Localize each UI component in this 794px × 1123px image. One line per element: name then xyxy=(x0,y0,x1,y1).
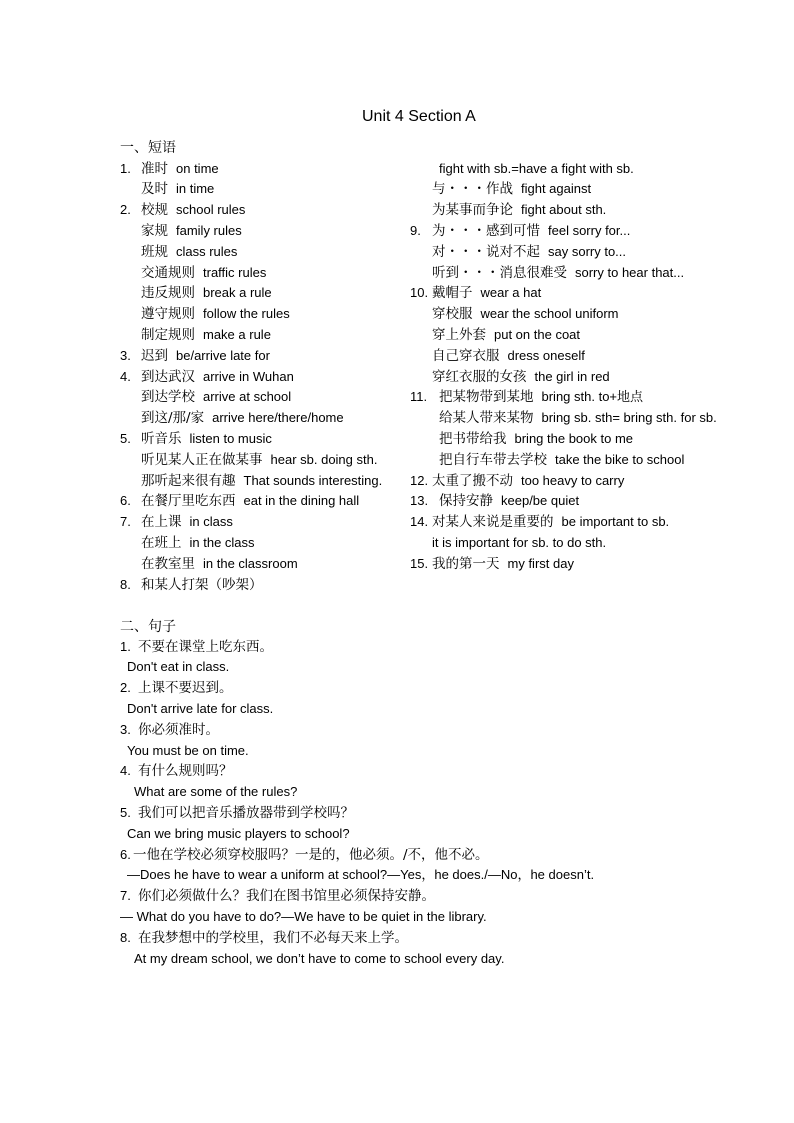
phrase-row xyxy=(120,283,382,304)
phrase-english: That sounds interesting. xyxy=(243,472,383,488)
phrase-english: make a rule xyxy=(203,326,271,342)
phrase-english: too heavy to carry xyxy=(521,472,625,488)
phrase-number: 9. xyxy=(410,222,421,238)
phrase-english: put on the coat xyxy=(494,326,581,342)
phrase-chinese: 穿校服 xyxy=(432,306,473,323)
phrase-english: it is important for sb. to do sth. xyxy=(432,534,607,550)
phrase-number: 3. xyxy=(120,347,131,363)
phrase-chinese: 迟到 xyxy=(141,347,168,364)
phrase-english: fight about sth. xyxy=(521,202,607,218)
phrase-chinese: 把书带给我 xyxy=(439,430,507,447)
sentence-english-row xyxy=(120,657,594,678)
section-heading-phrases: 一、短语 xyxy=(120,139,176,156)
phrase-row xyxy=(410,179,717,200)
phrase-row xyxy=(410,263,717,284)
phrase-english: fight against xyxy=(521,181,592,197)
phrase-row xyxy=(120,304,382,325)
phrase-chinese: 为某事而争论 xyxy=(432,202,513,219)
phrase-chinese: 和某人打架（吵架） xyxy=(141,576,263,593)
phrase-row xyxy=(410,242,717,263)
sentence-chinese-row xyxy=(120,928,594,949)
phrase-row xyxy=(120,200,382,221)
phrase-row xyxy=(410,221,717,242)
phrase-chinese: 到这/那/家 xyxy=(141,410,205,427)
sentence-number: 6. xyxy=(120,846,131,862)
sentence-number: 5. xyxy=(120,804,131,820)
phrase-english: arrive at school xyxy=(203,389,292,405)
phrase-english: wear a hat xyxy=(480,285,542,301)
phrase-english: in time xyxy=(176,181,215,197)
phrase-english: in class xyxy=(189,514,233,530)
phrase-english: arrive in Wuhan xyxy=(203,368,294,384)
phrase-english: be/arrive late for xyxy=(176,347,270,363)
phrase-chinese: 为・・・感到可惜 xyxy=(432,222,540,239)
phrase-number: 13. xyxy=(410,493,429,509)
phrase-number: 12. xyxy=(410,472,429,488)
phrase-row xyxy=(120,263,382,284)
phrase-english: eat in the dining hall xyxy=(243,493,360,509)
phrase-chinese: 穿上外套 xyxy=(432,326,486,343)
phrase-english: say sorry to... xyxy=(548,243,627,259)
sentence-english: — What do you have to do?—We have to be quiet in the library. xyxy=(120,908,487,924)
sentence-chinese: 你们必须做什么？我们在图书馆里必须保持安静。 xyxy=(138,888,435,905)
sentence-chinese-row xyxy=(120,720,594,741)
phrase-english: in the class xyxy=(189,534,255,550)
sentence-english: At my dream school, we don’t have to come to school every day. xyxy=(134,950,505,966)
phrase-chinese: 听到・・・消息很难受 xyxy=(432,264,567,281)
phrase-chinese: 在上课 xyxy=(141,514,182,531)
sentence-english-row xyxy=(120,741,594,762)
sentence-english-row xyxy=(120,865,594,886)
phrase-english: fight with sb.=have a fight with sb. xyxy=(439,160,634,176)
phrase-chinese: 自己穿衣服 xyxy=(432,347,500,364)
sentence-chinese: 不要在课堂上吃东西。 xyxy=(138,638,273,655)
phrase-row xyxy=(410,512,717,533)
phrase-english: keep/be quiet xyxy=(501,493,580,509)
phrase-column-right xyxy=(410,159,717,575)
page-title: Unit 4 Section A xyxy=(362,108,476,125)
phrase-chinese: 班规 xyxy=(141,243,168,260)
phrase-chinese: 违反规则 xyxy=(141,285,195,302)
sentence-english-row xyxy=(120,824,594,845)
phrase-chinese: 对某人来说是重要的 xyxy=(432,514,554,531)
phrase-row xyxy=(120,533,382,554)
phrase-english: arrive here/there/home xyxy=(212,410,344,426)
phrase-english: hear sb. doing sth. xyxy=(270,451,378,467)
sentence-chinese: 一他在学校必须穿校服吗？一是的，他必须。/不，他不必。 xyxy=(133,846,489,863)
phrase-english: school rules xyxy=(176,202,246,218)
phrase-row xyxy=(410,450,717,471)
phrase-chinese: 与・・・作战 xyxy=(432,181,513,198)
phrase-english: take the bike to school xyxy=(555,451,685,467)
phrase-english: be important to sb. xyxy=(561,514,670,530)
phrase-row xyxy=(410,325,717,346)
phrase-english: in the classroom xyxy=(203,555,298,571)
phrase-row xyxy=(120,491,382,512)
phrase-chinese: 保持安静 xyxy=(439,493,493,510)
phrase-row xyxy=(120,512,382,533)
phrase-row xyxy=(120,346,382,367)
sentence-chinese-row xyxy=(120,761,594,782)
phrase-english: class rules xyxy=(176,243,238,259)
phrase-english: bring the book to me xyxy=(514,430,634,446)
phrase-row xyxy=(410,304,717,325)
phrase-row xyxy=(120,429,382,450)
phrase-row xyxy=(120,408,382,429)
phrase-row xyxy=(120,242,382,263)
sentence-english: Don't arrive late for class. xyxy=(127,700,274,716)
sentence-chinese: 上课不要迟到。 xyxy=(138,680,233,697)
sentence-english-row xyxy=(120,699,594,720)
phrase-row xyxy=(120,387,382,408)
sentence-list xyxy=(120,637,594,970)
phrase-row xyxy=(410,554,717,575)
phrase-chinese: 及时 xyxy=(141,181,168,198)
phrase-chinese: 听见某人正在做某事 xyxy=(141,451,263,468)
sentence-english: —Does he have to wear a uniform at school?—Yes，he does./—No，he doesn’t. xyxy=(127,867,595,883)
phrase-row xyxy=(120,221,382,242)
phrase-row xyxy=(410,387,717,408)
phrase-chinese: 家规 xyxy=(141,222,168,239)
phrase-chinese: 把某物带到某地 xyxy=(439,389,534,406)
phrase-number: 7. xyxy=(120,514,131,530)
phrase-number: 11. xyxy=(410,389,428,405)
sentence-chinese: 你必须准时。 xyxy=(138,721,219,738)
sentence-number: 2. xyxy=(120,680,131,696)
sentence-chinese-row xyxy=(120,845,594,866)
phrase-chinese: 我的第一天 xyxy=(432,555,500,572)
phrase-english: the girl in red xyxy=(534,368,610,384)
phrase-row xyxy=(120,554,382,575)
phrase-chinese: 在教室里 xyxy=(141,555,195,572)
phrase-chinese: 听音乐 xyxy=(141,430,182,447)
phrase-chinese: 校规 xyxy=(141,202,168,219)
sentence-chinese: 在我梦想中的学校里，我们不必每天来上学。 xyxy=(138,929,408,946)
sentence-english: What are some of the rules? xyxy=(134,784,298,800)
phrase-english: on time xyxy=(176,160,219,176)
sentence-number: 8. xyxy=(120,929,131,945)
phrase-number: 6. xyxy=(120,493,131,509)
phrase-chinese: 对・・・说对不起 xyxy=(432,243,540,260)
phrase-chinese: 在餐厅里吃东西 xyxy=(141,493,236,510)
phrase-row xyxy=(410,159,717,180)
phrase-chinese: 准时 xyxy=(141,160,168,177)
phrase-row xyxy=(120,325,382,346)
phrase-chinese: 到达学校 xyxy=(141,389,195,406)
phrase-chinese: 把自行车带去学校 xyxy=(439,451,547,468)
phrase-row xyxy=(120,367,382,388)
phrase-english: listen to music xyxy=(189,430,272,446)
phrase-chinese: 戴帽子 xyxy=(432,285,473,302)
phrase-row xyxy=(120,450,382,471)
sentence-chinese-row xyxy=(120,637,594,658)
sentence-english-row xyxy=(120,782,594,803)
phrase-english: traffic rules xyxy=(203,264,267,280)
phrase-chinese: 制定规则 xyxy=(141,326,195,343)
phrase-row xyxy=(410,429,717,450)
sentence-number: 7. xyxy=(120,888,131,904)
phrase-english: bring sth. to+地点 xyxy=(541,389,644,405)
phrase-number: 15. xyxy=(410,555,429,571)
phrase-english: break a rule xyxy=(203,285,272,301)
phrase-number: 1. xyxy=(120,160,131,176)
phrase-english: family rules xyxy=(176,222,242,238)
sentence-chinese-row xyxy=(120,886,594,907)
phrase-row xyxy=(410,471,717,492)
phrase-row xyxy=(410,283,717,304)
phrase-number: 10. xyxy=(410,285,429,301)
phrase-row xyxy=(410,408,717,429)
sentence-english: Don't eat in class. xyxy=(127,659,230,675)
phrase-number: 8. xyxy=(120,576,131,592)
phrase-column-left xyxy=(120,159,382,596)
sentence-chinese-row xyxy=(120,803,594,824)
phrase-row xyxy=(120,575,382,596)
phrase-chinese: 在班上 xyxy=(141,534,182,551)
phrase-chinese: 交通规则 xyxy=(141,264,195,281)
phrase-row xyxy=(410,491,717,512)
sentence-number: 4. xyxy=(120,763,131,779)
phrase-number: 2. xyxy=(120,202,131,218)
phrase-chinese: 那听起来很有趣 xyxy=(141,472,236,489)
sentence-english-row xyxy=(120,949,594,970)
phrase-chinese: 给某人带来某物 xyxy=(439,410,534,427)
phrase-english: feel sorry for... xyxy=(548,222,631,238)
sentence-english: Can we bring music players to school? xyxy=(127,825,350,841)
phrase-row xyxy=(410,200,717,221)
phrase-english: bring sb. sth= bring sth. for sb. xyxy=(541,410,717,426)
phrase-chinese: 太重了搬不动 xyxy=(432,472,513,489)
phrase-chinese: 穿红衣服的女孩 xyxy=(432,368,527,385)
phrase-chinese: 遵守规则 xyxy=(141,306,195,323)
phrase-number: 4. xyxy=(120,368,131,384)
sentence-english-row xyxy=(120,907,594,928)
phrase-number: 14. xyxy=(410,514,429,530)
phrase-row xyxy=(120,471,382,492)
sentence-number: 1. xyxy=(120,638,131,654)
phrase-row xyxy=(410,346,717,367)
phrase-english: follow the rules xyxy=(203,306,290,322)
phrase-english: dress oneself xyxy=(507,347,585,363)
phrase-english: sorry to hear that... xyxy=(575,264,685,280)
phrase-number: 5. xyxy=(120,430,131,446)
phrase-english: my first day xyxy=(507,555,574,571)
sentence-english: You must be on time. xyxy=(127,742,249,758)
phrase-row xyxy=(410,533,717,554)
phrase-row xyxy=(410,367,717,388)
sentence-chinese-row xyxy=(120,678,594,699)
phrase-english: wear the school uniform xyxy=(480,306,619,322)
sentence-chinese: 我们可以把音乐播放器带到学校吗？ xyxy=(138,804,354,821)
section-heading-sentences: 二、句子 xyxy=(120,618,176,635)
phrase-row xyxy=(120,159,382,180)
sentence-number: 3. xyxy=(120,721,131,737)
sentence-chinese: 有什么规则吗？ xyxy=(138,763,233,780)
phrase-chinese: 到达武汉 xyxy=(141,368,195,385)
phrase-row xyxy=(120,179,382,200)
